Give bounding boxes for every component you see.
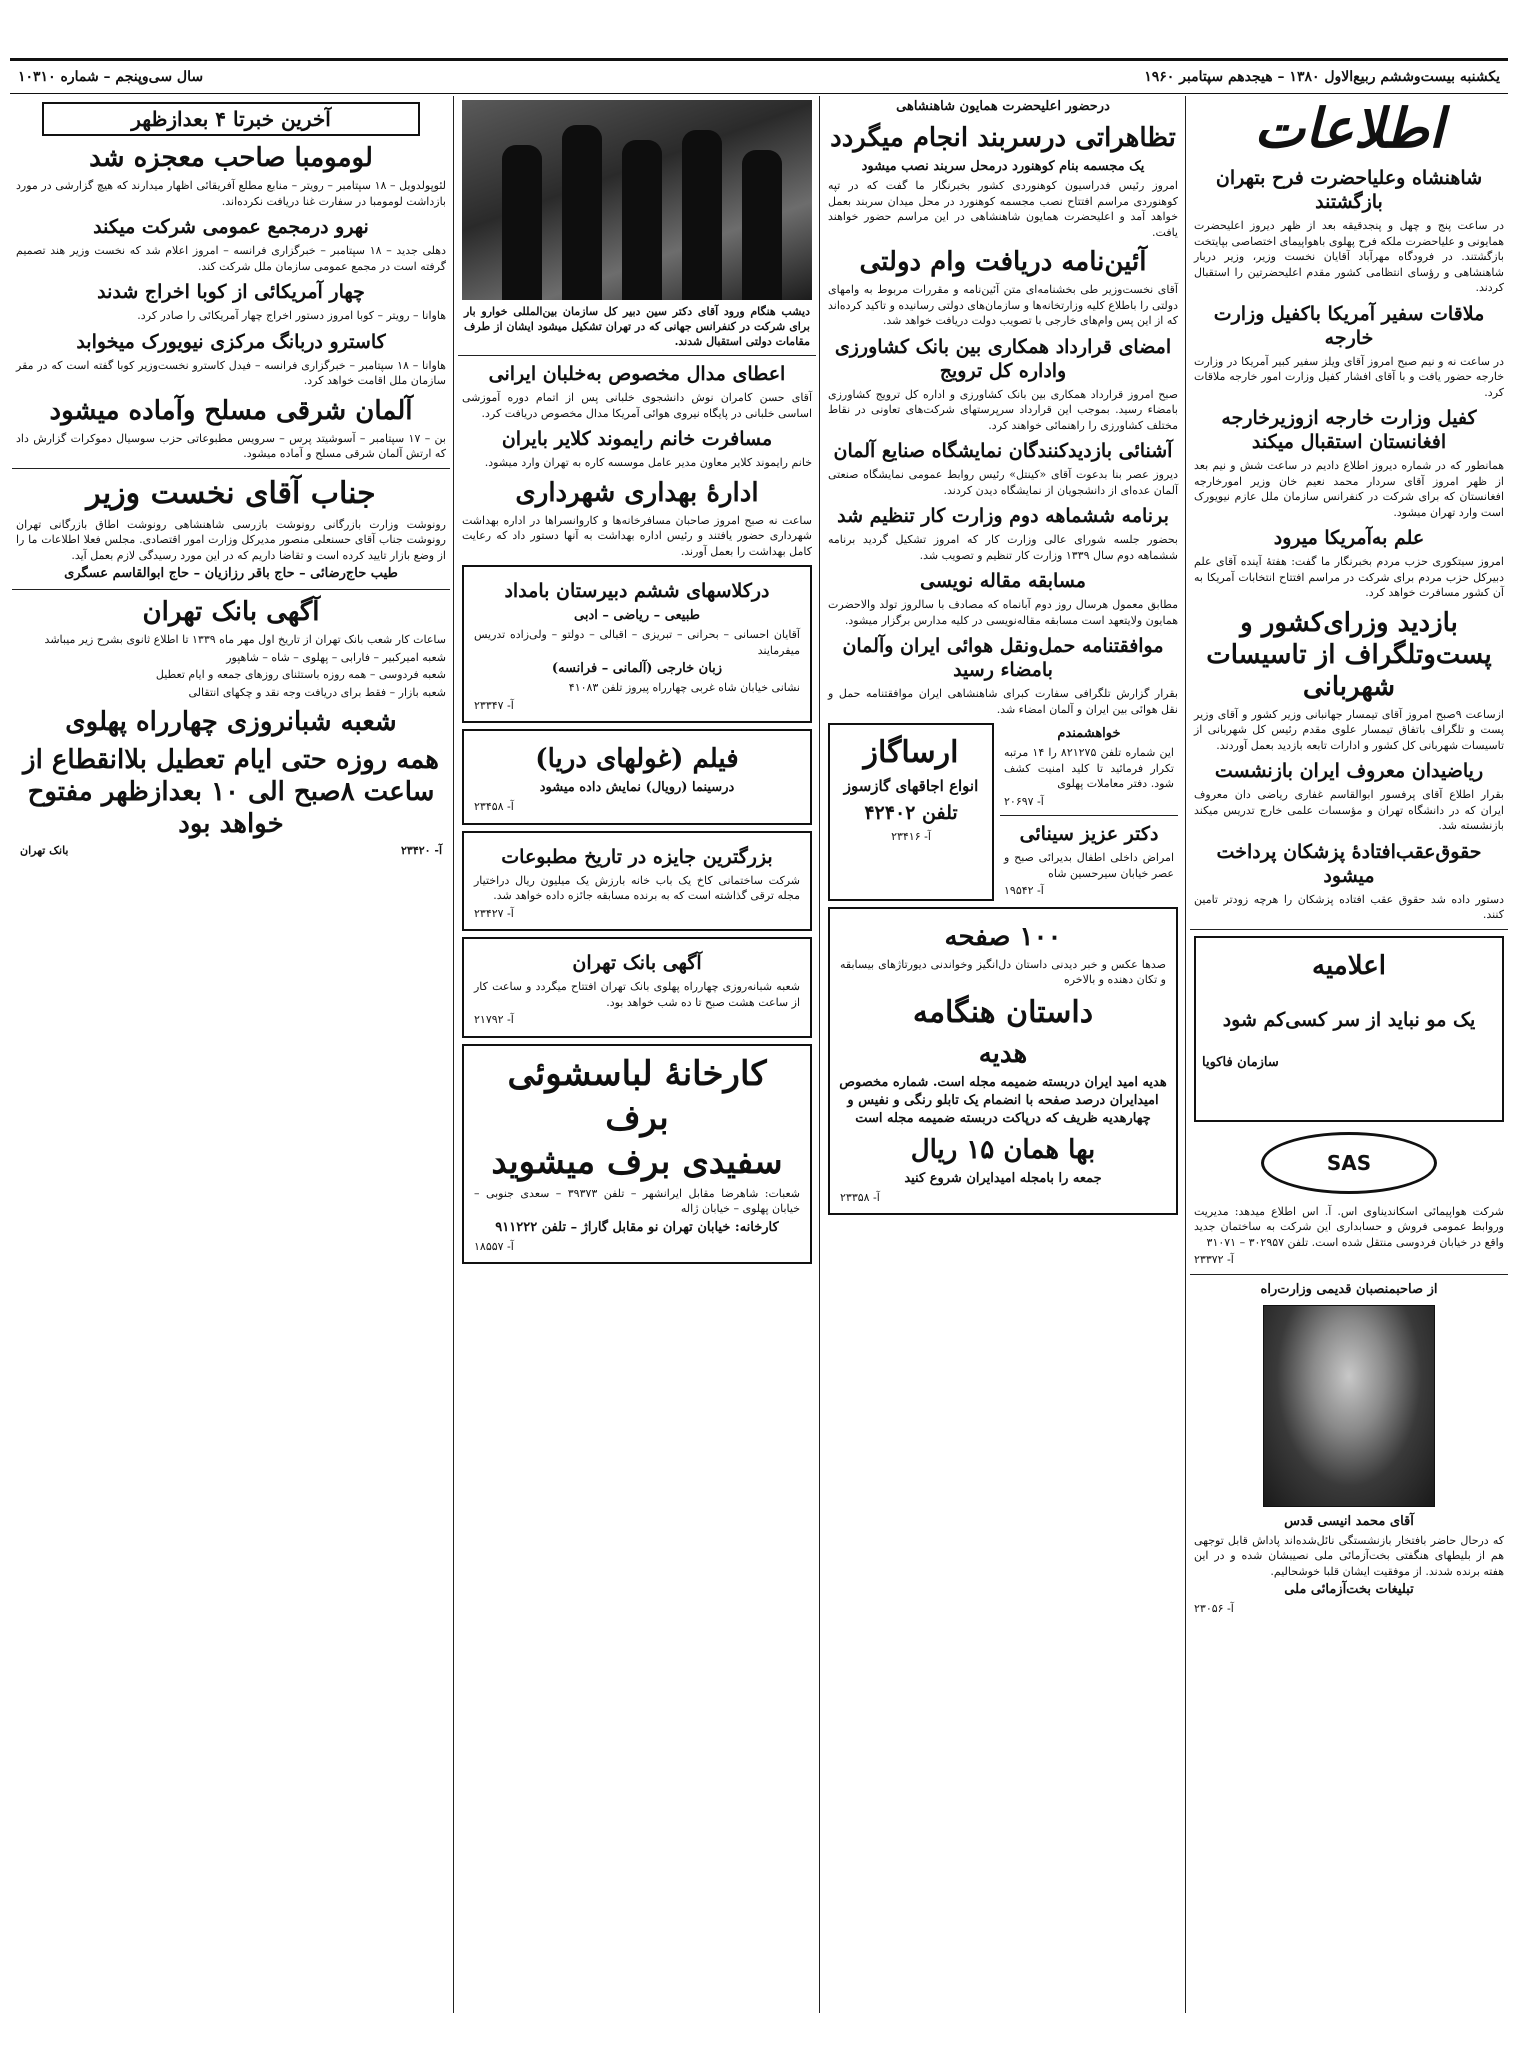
article-agri-bank: صبح امروز قرارداد همکاری بین بانک کشاورزی و اداره کل ترویج کشاورزی بامضاء رسید. بموجب این قرارداد سرپرستهای شرکت‌های تعاونی در نقاط مختلف کشاورزی را راهنمائی خواهند کرد. — [828, 387, 1178, 432]
article-ministers-visit: ازساعت ۹صبح امروز آقای تیمسار جهانبانی وزیر کشور و آقای وزیر پست و تلگراف باتفاق تیمسار علوی مقدم رئیس کل شهربانی از تاسیسات شهربانی کل کشور و ادارات تابعه بازدید بعمل آوردند. — [1194, 707, 1504, 752]
wanted-ad-body: این شماره تلفن ۸۲۱۲۷۵ را ۱۴ مرتبه تکرار فرمائید تا کلید امنیت کشف شود. دفتر معاملات پهلوی — [1004, 746, 1174, 790]
headline-afghan-minister: کفیل وزارت خارجه ازوزیرخارجه افغانستان استقبال میکند — [1221, 407, 1477, 453]
prize-ad-body: شرکت ساختمانی کاخ یک باب خانه بارزش یک میلیون ریال دراختیار مجله ترقی گذاشته است که به برنده مسابقه جائزه داده خواهد شد. — [474, 873, 800, 902]
ad-prize — [462, 831, 812, 932]
bank-ad-code: آ- ۲۱۷۹۲ — [474, 1013, 514, 1026]
sas-ad-code: آ- ۲۳۳۷۲ — [1194, 1253, 1234, 1266]
date-line: یکشنبه بیست‌وششم ربیع‌الاول ۱۳۸۰ – هیجدهم سپتامبر ۱۹۶۰ — [1144, 69, 1500, 85]
ad-arsagaz — [828, 723, 994, 901]
bank-tehran-intro: ساعات کار شعب بانک تهران از تاریخ اول مهر ماه ۱۳۳۹ تا اطلاع ثانوی بشرح زیر میباشد — [44, 633, 446, 646]
headline-german-expo: آشنائی بازدیدکنندگان نمایشگاه صنایع آلمان — [833, 440, 1173, 462]
doctor-ad-name: دکتر عزیز سینائی — [1019, 823, 1159, 845]
photo-figure — [502, 145, 542, 300]
article-afghan-minister: همانطور که در شماره دیروز اطلاع دادیم در ساعت شش و نیم بعد از ظهر امروز آقای سردار محمد نعیم خان وزیر امورخارجه افغانستان که برای شرکت در کنفرانس سازمان ملل عازم نیویورک است وارد تهران میشود. — [1194, 459, 1504, 519]
headline-alam-america: علم به‌آمریکا میرود — [1273, 527, 1425, 549]
article-german-expo: دیروز عصر بنا بدعوت آقای «کینتل» رئیس روابط عمومی نمایشگاه صنعتی آلمان عده‌ای از دانشجویان از نمایشگاه دیدن کردند. — [828, 468, 1178, 497]
column-rule — [819, 96, 820, 2013]
issue-line: سال سی‌وپنجم – شماره ۱۰۳۱۰ — [18, 69, 204, 85]
doctor-ad-body: امراض داخلی اطفال بدیرائی صبح و عصر خیابان سیرحسین شاه — [1004, 851, 1174, 880]
prize-ad-code: آ- ۲۳۴۲۷ — [474, 906, 514, 920]
photo-figure — [622, 140, 662, 300]
headline-mathematician: ریاضیدان معروف ایران بازنشست — [1214, 760, 1484, 782]
article-labor-plan: بحضور جلسه شورای عالی وزارت کار که امروز تشکیل گردید برنامه ششماهه دوم سال ۱۳۳۹ وزارت کار تنظیم و تصویب شد. — [828, 533, 1178, 562]
kicker-royal-presence: درحضور اعلیحضرت همایون شاهنشاهی — [896, 99, 1110, 114]
divider — [1190, 1274, 1508, 1275]
column-rule — [453, 96, 454, 2013]
news-photo-dignitaries — [462, 100, 812, 300]
headline-state-loan: آئین‌نامه دریافت وام دولتی — [859, 247, 1147, 277]
ad-bank-tehran-small — [462, 937, 812, 1038]
retiree-portrait-photo — [1263, 1305, 1435, 1507]
ad-announcement — [1194, 936, 1504, 1122]
magazine-ad-title: داستان هنگامه — [912, 994, 1094, 1030]
laundry-ad-code: آ- ۱۸۵۵۷ — [474, 1239, 514, 1253]
article-prime-minister: رونوشت وزارت بازرگانی رونوشت بازرسی شاهنشاهی رونوشت اطاق بازرگانی تهران رونوشت جناب آقای حسنعلی منصور مدیرکل وزارت امور اقتصادی. مجلس فعلا اطلاعات ما را از وضع بازار تایید کرده است و تقاضا داریم که در این مورد رسیدگی لازم بعمل آید. — [16, 517, 446, 562]
headline-bank-tehran: آگهی بانک تهران — [142, 597, 320, 627]
bank-ad-body: شعبه شبانه‌روزی چهارراه پهلوی بانک تهران افتتاح میگردد و ساعت کار از ساعت هشت صبح تا ده شب خواهد بود. — [474, 980, 800, 1009]
laundry-ad-body: شعبات: شاهرضا مقابل ایرانشهر – تلفن ۳۹۳۷۳ – سعدی جنوبی – خیابان پهلوی – خیابان ژاله — [474, 1186, 800, 1215]
retiree-ad-body: که درحال حاضر بافتخار بازنشستگی نائل‌شده‌اند پاداش قابل توجهی هم از بلیطهای هنگفتی بخت‌آزمائی ملی نصیبشان شده و در این هفته برنده شدند. از موفقیت ایشان قلبا خوشحالیم. — [1194, 1533, 1504, 1578]
school-ad-lang: زبان خارجی (آلمانی – فرانسه) — [551, 661, 723, 676]
headline-air-agreement: موافقتنامه حمل‌ونقل هوائی ایران وآلمان بامضاء رسید — [842, 635, 1164, 681]
laundry-ad-phone: کارخانه: خیابان تهران نو مقابل گاراژ – تلفن ۹۱۱۲۲۲ — [495, 1219, 779, 1235]
article-municipal-health: ساعت نه صبح امروز صاحبان مسافرخانه‌ها و کاروانسراها در اداره بهداشت شهرداری حضور یافتند و رئیس اداره بهداشت به آنها دستور داد که رعایت کامل بهداشت را بعمل آورند. — [462, 513, 812, 558]
arsagaz-sub: انواع اجاقهای گازسوز — [843, 777, 979, 795]
headline-night-branch: شعبه شبانروزی چهارراه پهلوی — [65, 707, 397, 737]
school-ad-title: درکلاسهای ششم دبیرستان بامداد — [504, 580, 770, 602]
column-3 — [458, 96, 816, 2013]
school-ad-body: آقایان احسانی – بحرانی – تبریزی – اقبالی – دولتو – ولی‌زاده تدریس میفرمایند — [474, 628, 800, 657]
headline-lumumba: لومومبا صاحب معجزه شد — [89, 143, 373, 173]
magazine-ad-footer: جمعه را بامجله امیدایران شروع کنید — [904, 1170, 1102, 1186]
laundry-ad-line1: کارخانهٔ لباسشوئی برف — [507, 1053, 767, 1138]
article-cuba-expel: هاوانا – رویتر – کوبا امروز دستور اخراج چهار آمریکائی را صادر کرد. — [137, 309, 446, 322]
headline-agri-bank: امضای قرارداد همکاری بین بانک کشاورزی واداره کل ترویج — [834, 335, 1172, 382]
headline-pilot-medal: اعطای مدال مخصوص به‌خلبان ایرانی — [488, 363, 786, 385]
headline-cuba-expel: چهار آمریکائی از کوبا اخراج شدند — [97, 281, 365, 303]
ad-announcement-sign: سازمان فاکویا — [1202, 1054, 1279, 1070]
divider — [1000, 815, 1178, 816]
photo-figure — [742, 150, 782, 300]
magazine-ad-code: آ- ۲۳۳۵۸ — [840, 1190, 880, 1204]
sas-airline-logo: SAS — [1261, 1132, 1437, 1194]
article-sarband: امروز رئیس فدراسیون کوهنوردی کشور بخبرنگار ما گفت که در تپه کوهنوردی مراسم افتتاح نصب مجسمه کوهنورد در محل میدان سربند بعمل خواهد آمد و اعلیحضرت همایون شاهنشاهی در این مراسم حضور خواهند یافت. — [828, 179, 1178, 239]
newspaper-page — [10, 10, 1508, 2037]
arsagaz-title: ارساگاز — [863, 735, 959, 770]
prize-ad-title: بزرگترین جایزه در تاریخ مطبوعات — [501, 845, 773, 868]
magazine-ad-gift: هدیه — [978, 1038, 1028, 1069]
newspaper-logo: اطلاعات — [1254, 96, 1444, 160]
retiree-ad-sign: تبلیغات بخت‌آزمائی ملی — [1284, 1582, 1414, 1597]
column-1 — [1190, 160, 1508, 2013]
retiree-ad-code: آ- ۲۳۰۵۶ — [1194, 1602, 1234, 1615]
magazine-ad-body: هدیه امید ایران دربسته ضمیمه مجله است. شماره مخصوص امیدایران درصد صفحه با انضمام یک تابلو رنگی و نفیس و چهارهدیه ظریف که درپاکت دربسته ضمیمه مجله است — [839, 1074, 1167, 1126]
wanted-ad-title: خواهشمندم — [1057, 726, 1121, 741]
divider — [12, 468, 450, 469]
subhead-sarband: یک مجسمه بنام کوهنورد درمحل سربند نصب میشود — [861, 159, 1145, 174]
laundry-ad-line2: سفیدی برف میشوید — [491, 1141, 783, 1182]
article-lumumba: لئوپولدویل – ۱۸ سپتامبر – رویتر – منابع مطلع آفریقائی اظهار میدارند که هیچ گزارشی در مورد بازداشت لومومبا در سفارت غنا دریافت نکرده‌اند. — [16, 179, 447, 208]
arsagaz-phone: تلفن ۴۲۴۰۲ — [864, 802, 958, 824]
ad-school — [462, 565, 812, 723]
wanted-ad-code: آ- ۲۰۶۹۷ — [1004, 794, 1044, 808]
school-ad-code: آ- ۲۳۳۴۷ — [474, 698, 514, 712]
retiree-ad-head: از صاحبمنصبان قدیمی وزارت‌راه — [1260, 1281, 1438, 1297]
bank-ad-sign: بانک تهران — [20, 844, 69, 857]
classified-ads — [1000, 723, 1178, 901]
divider — [458, 355, 816, 356]
headline-castro: کاسترو دربانگ مرکزی نیویورک میخوابد — [76, 330, 386, 353]
article-essay-contest: مطابق معمول هرسال روز دوم آبانماه که مصادف با سالروز تولد والاحضرت همایون ولایتعهد است مسابقه مقاله‌نویسی در کلیه مدارس برگزار میشود. — [828, 598, 1178, 627]
column-4 — [12, 96, 450, 2013]
magazine-ad-head: ۱۰۰ صفحه — [944, 921, 1062, 952]
article-nehru: دهلی جدید – ۱۸ سپتامبر – خبرگزاری فرانسه – امروز اعلام شد که نخست وزیر هند تصمیم گرفته است در مجمع عمومی سازمان ملل شرکت کند. — [16, 244, 446, 273]
headline-nehru: نهرو درمجمع عمومی شرکت میکند — [93, 216, 369, 238]
column-rule — [1185, 96, 1186, 2013]
article-air-agreement: بقرار گزارش تلگرافی سفارت کبرای شاهنشاهی ایران موافقتنامه حمل و نقل هوائی بین ایران و آلمان امضاء شد. — [828, 687, 1178, 716]
masthead-row — [10, 58, 1508, 94]
divider — [1190, 929, 1508, 930]
ad-laundry — [462, 1044, 812, 1265]
sas-ad-body: شرکت هواپیمائی اسکاندیناوی اس. آ. اس اطلاع میدهد: مدیریت وروابط عمومی فروش و حسابداری این شرکت به ساختمان جدید واقع در خیابان فردوسی منتقل شده است. تلفن ۳۰۲۹۵۷ – ۳۱۰۷۱ — [1194, 1204, 1504, 1249]
latest-news-banner: آخرین خبرتا ۴ بعدازظهر — [42, 102, 420, 136]
article-royal-return: در ساعت پنج و چهل و پنجدقیقه بعد از ظهر دیروز اعلیحضرت همایونی و علیاحضرت ملکه فرح پهلوی باهواپیمای اختصاصی بپایتخت بازگشتند. در فرودگاه مهرآباد آقایان نخست وزیر، وزیر دربار شاهنشاهی و رؤسای انتظامی کشور مقدم اعلیحضرتین را استقبال کردند. — [1194, 219, 1504, 294]
headline-prime-minister: جناب آقای نخست وزیر — [86, 475, 376, 511]
headline-doctors-pay: حقوق‌عقب‌افتادهٔ پزشکان پرداخت میشود — [1216, 840, 1482, 887]
photo-figure — [682, 130, 722, 300]
ad-announcement-title: اعلامیه — [1312, 950, 1386, 981]
ad-film — [462, 729, 812, 825]
headline-royal-return: شاهنشاه وعلیاحضرت فرح بتهران بازگشتند — [1215, 167, 1483, 213]
article-state-loan: آقای نخست‌وزیر طی بخشنامه‌ای متن آئین‌نامه و مقررات مربوط به وامهای دولتی را باطلاع کلیه وزارتخانه‌ها و سازمان‌های دولتی رسانیده و تاکید کرده‌اند که از این پس وام‌های خارجی با تصویب دولت دریافت خواهد شد. — [828, 283, 1178, 327]
bank-ad-footer — [20, 844, 442, 857]
magazine-ad-price: بها همان ۱۵ ریال — [910, 1134, 1096, 1165]
article-us-ambassador: در ساعت نه و نیم صبح امروز آقای ویلز سفیر کبیر آمریکا در وزارت خارجه حضور یافت و با آقای افشار کفیل وزارت امور خارجه ملاقات کرد. — [1194, 354, 1504, 399]
bank-ad-code: آ- ۲۳۴۲۰ — [401, 844, 442, 857]
magazine-ad-intro: صدها عکس و خبر دیدنی داستان دل‌انگیز وخواندنی دیورتاژهای بیسابقه و تکان دهنده و بالاخره — [840, 957, 1166, 986]
headline-sarband: تظاهراتی درسربند انجام میگردد — [830, 123, 1176, 153]
film-ad-code: آ- ۲۳۴۵۸ — [474, 800, 514, 813]
headline-us-ambassador: ملاقات سفیر آمریکا باکفیل وزارت خارجه — [1213, 302, 1485, 349]
bank-branch-3: شعبه بازار – فقط برای دریافت وجه نقد و چکهای انتقالی — [188, 685, 446, 699]
photo-figure — [562, 125, 602, 300]
ad-announcement-text: یک مو نباید از سر کسی‌کم شود — [1222, 1008, 1476, 1031]
headline-municipal-health: ادارهٔ بهداری شهرداری — [515, 477, 759, 508]
film-ad-title: فیلم (غولهای دریا) — [535, 744, 739, 774]
article-east-germany: بن – ۱۷ سپتامبر – آسوشیتد پرس – سرویس مطبوعاتی حزب سوسیال دموکرات گزارش داد که ارتش آلمان شرقی مسلح و آماده میشود. — [16, 431, 446, 460]
school-ad-addr: نشانی خیابان شاه غربی چهارراه پیروز تلفن ۴۱۰۸۳ — [568, 681, 800, 694]
night-branch-body: همه روزه حتی ایام تعطیل بلاانقطاع از ساعت ۸صبح الی ۱۰ بعدازظهر مفتوح خواهد بود — [23, 745, 439, 839]
headline-clair-visit: مسافرت خانم رایموند کلایر بایران — [501, 428, 773, 450]
headline-ministers-visit: بازدید وزرای‌کشور و پست‌وتلگراف از تاسیسات شهربانی — [1206, 607, 1492, 702]
article-castro: هاوانا – ۱۸ سپتامبر – خبرگزاری فرانسه – فیدل کاسترو نخست‌وزیر کوبا گفته است که در مقر سازمان ملل اقامت خواهد کرد. — [16, 358, 446, 387]
headline-east-germany: آلمان شرقی مسلح وآماده میشود — [49, 395, 413, 426]
article-mathematician: بقرار اطلاع آقای پرفسور ابوالقاسم غفاری ریاضی دان معروف ایران که در دانشگاه تهران و مؤسسات علمی خارج تدریس میکند بازنشسته شد. — [1194, 788, 1504, 832]
article-clair-visit: خانم رایموند کلایر معاون مدیر عامل موسسه کاره به تهران وارد میشود. — [484, 456, 812, 469]
headline-essay-contest: مسابقه مقاله نویسی — [920, 570, 1086, 592]
arsagaz-code: آ- ۲۳۴۱۶ — [891, 830, 931, 843]
photo-caption: دیشب هنگام ورود آقای دکتر سین دبیر کل سازمان بین‌المللی خوارو بار برای شرکت در کنفرانس جهانی که در تهران تشکیل میشود ایشان از طرف مقامات دولتی استقبال شدند. — [464, 305, 810, 348]
school-ad-sub: طبیعی – ریاضی – ادبی — [574, 608, 700, 623]
signatories: طیب حاج‌رضائی – حاج باقر رزازیان – حاج ابوالقاسم عسگری — [64, 566, 398, 581]
small-ads-row — [828, 723, 1178, 901]
article-alam-america: امروز سیتکوری حزب مردم بخبرنگار ما گفت: هفتهٔ آینده آقای علم دبیرکل حزب مردم برای شرکت در مراسم افتتاح انتخابات آمریکا به آن کشور مسافرت خواهد کرد. — [1194, 555, 1504, 599]
bank-ad-title: آگهی بانک تهران — [572, 952, 702, 974]
article-doctors-pay: دستور داده شد حقوق عقب افتاده پزشکان را هرچه زودتر تامین کنند. — [1194, 892, 1504, 921]
doctor-ad-code: آ- ۱۹۵۴۲ — [1004, 884, 1044, 897]
headline-labor-plan: برنامه ششماهه دوم وزارت کار تنظیم شد — [837, 505, 1169, 527]
film-ad-body: درسینما (رویال) نمایش داده میشود — [539, 780, 735, 795]
divider — [12, 589, 450, 590]
retiree-caption: آقای محمد انیسی قدس — [1284, 1513, 1414, 1529]
column-2 — [824, 96, 1182, 2013]
bank-branch-2: شعبه فردوسی – همه روزه باستثنای روزهای جمعه و ایام تعطیل — [155, 668, 446, 681]
bank-branch-1: شعبه امیرکبیر – فارابی – پهلوی – شاه – شاهپور — [226, 650, 446, 664]
article-pilot-medal: آقای حسن کامران نوش دانشجوی خلبانی پس از اتمام دوره آموزشی اساسی خلبانی در پایگاه نیروی هوائی آمریکا مدال مخصوص دریافت کرد. — [462, 391, 812, 420]
ad-magazine — [828, 907, 1178, 1216]
